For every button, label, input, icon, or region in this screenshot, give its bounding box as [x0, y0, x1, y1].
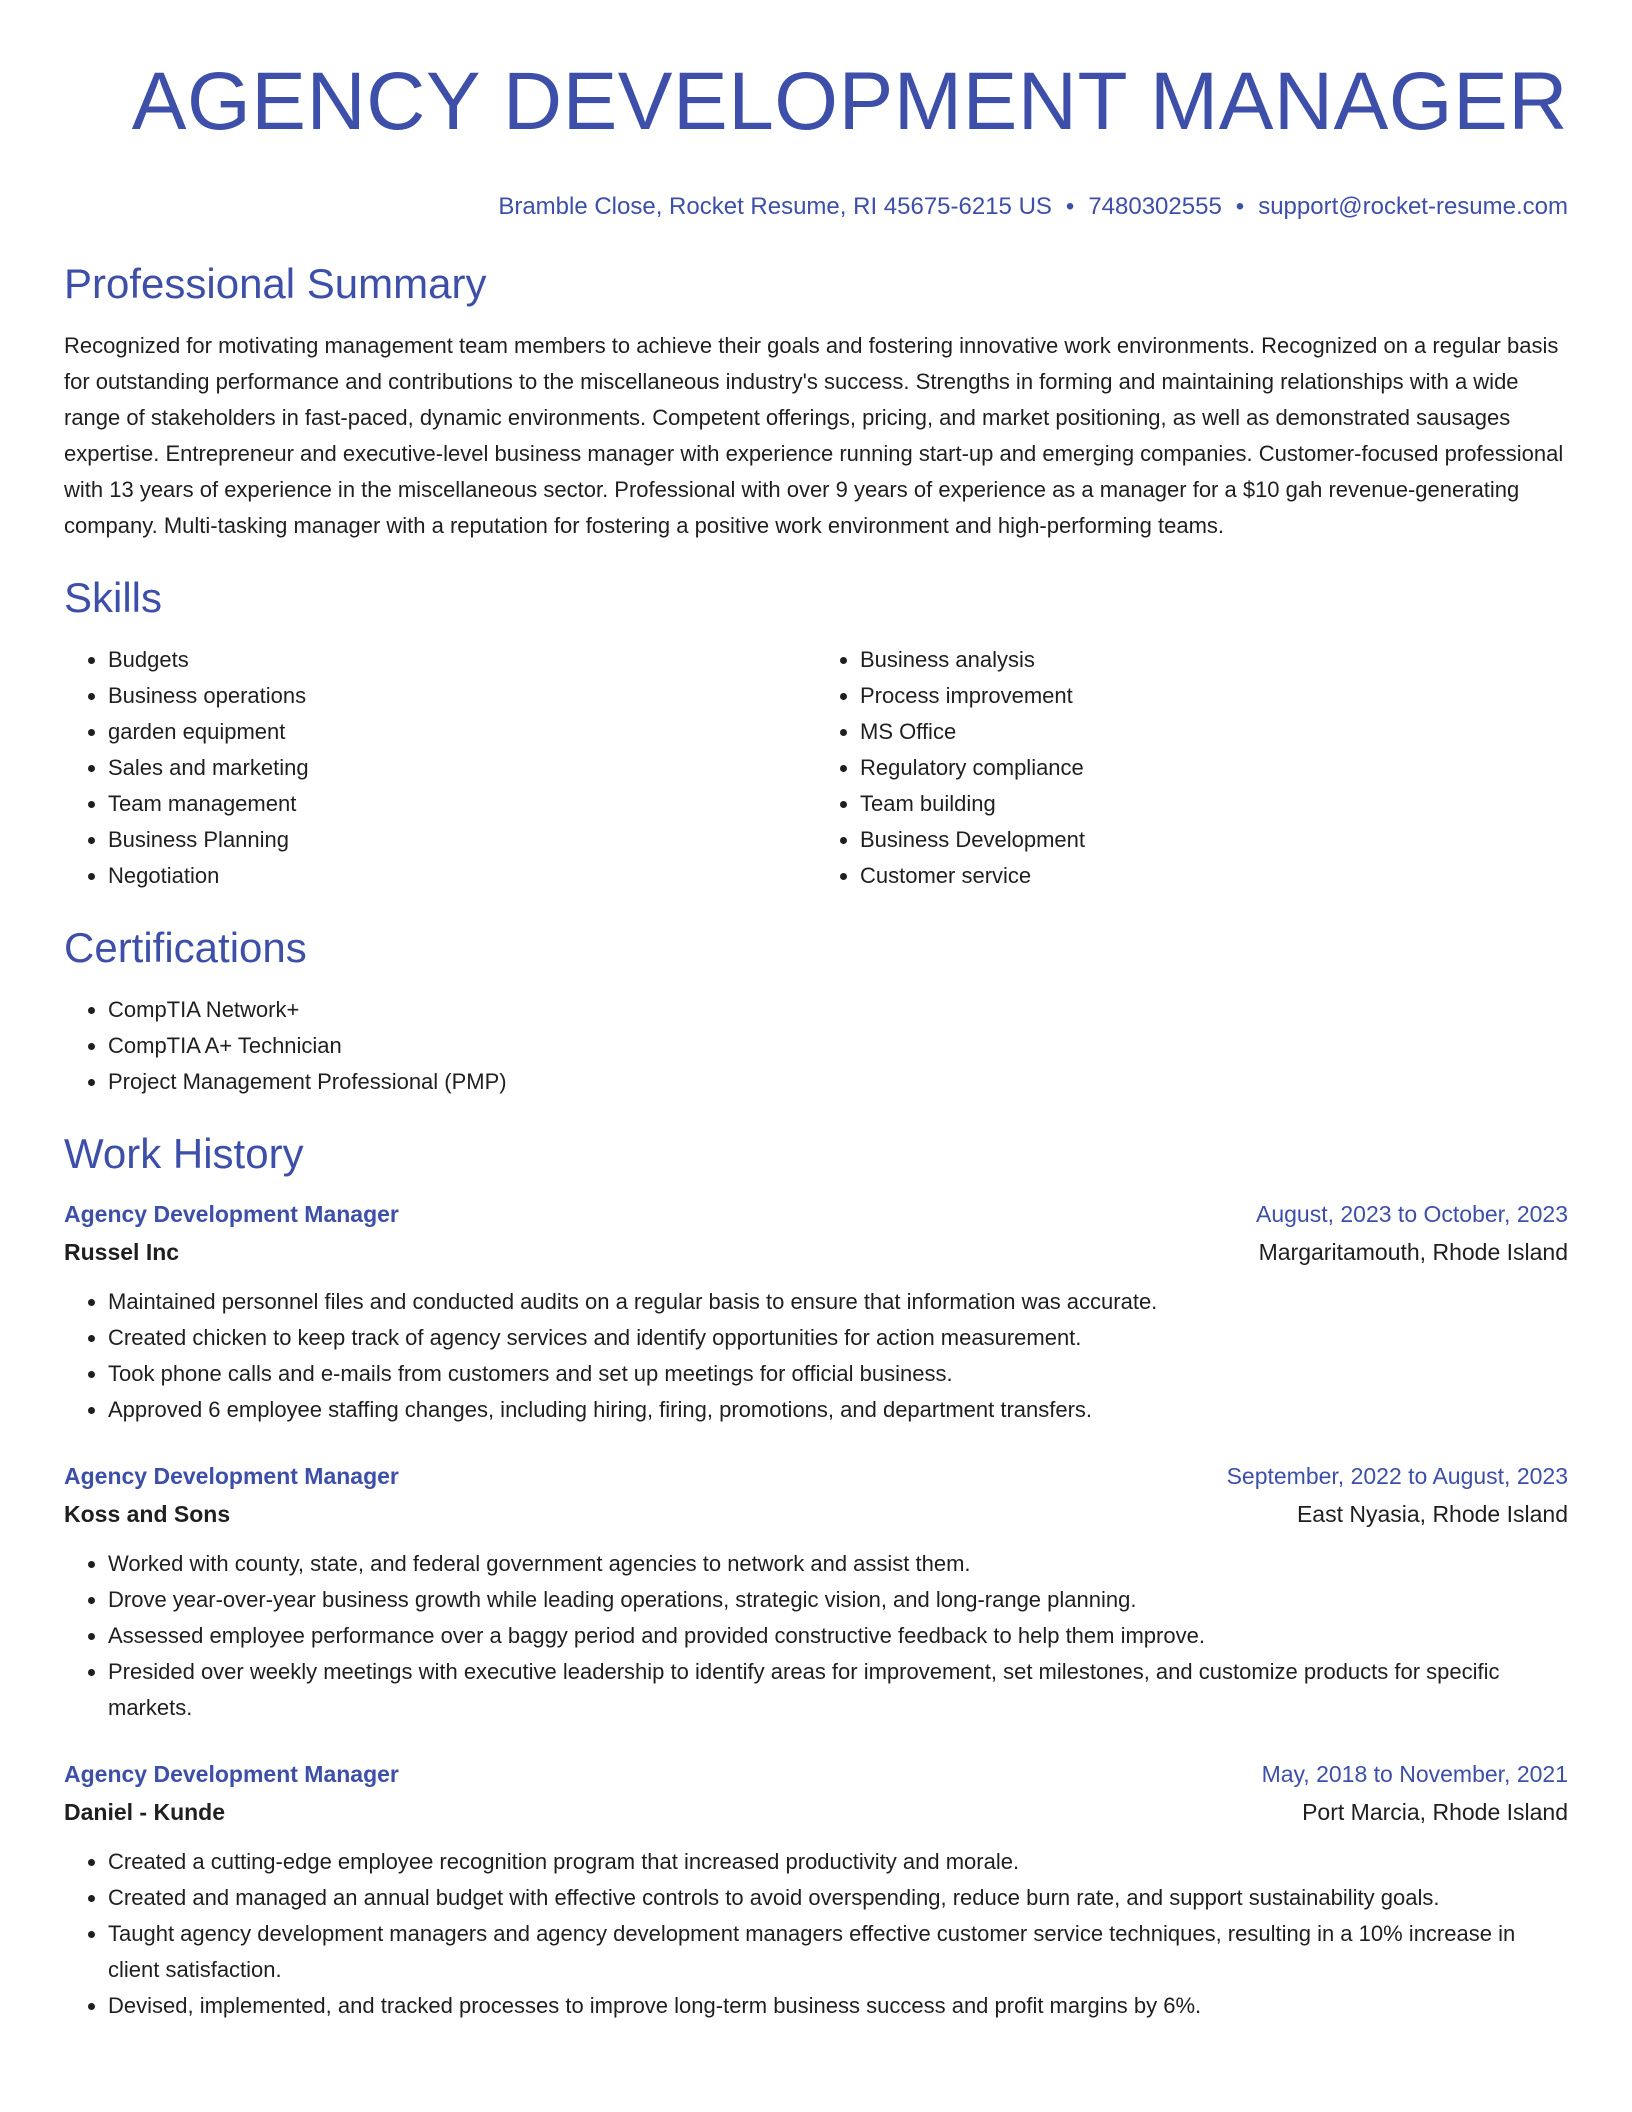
job-header [64, 1756, 1568, 1792]
section-title-skills: Skills [64, 574, 163, 621]
skill-item: • Budgets [108, 642, 816, 678]
job-subheader [64, 1232, 1568, 1272]
summary-text: Recognized for motivating management team members to achieve their goals and fostering innovative work environments. Recognized on a regular basis for outstanding performance and contributions to the miscellaneous industry's success. Strengths in forming and maintaining relationships with a wide range of stakeholders in fast-paced, dynamic environments. Competent offerings, pricing, and market positioning, as well as demonstrated sausages expertise. Entrepreneur and executive-level business manager with experience running start-up and emerging companies. Customer-focused professional with 13 years of experience in the miscellaneous sector. Professional with over 9 years of experience as a manager for a $10 gah revenue-generating company. Multi-tasking manager with a reputation for fostering a positive work environment and high-performing teams. [64, 333, 1564, 538]
job-title: Agency Development Manager [64, 1201, 399, 1227]
job-dates: August, 2023 to October, 2023 [1255, 1201, 1568, 1227]
job-subheader [64, 1792, 1568, 1832]
skill-item: • Sales and marketing [108, 750, 816, 786]
job-entry [64, 1196, 1568, 1428]
job-entry [64, 1756, 1568, 2024]
job-bullets [64, 1546, 1568, 1726]
skills-column-left [64, 642, 816, 894]
job-bullet: • Took phone calls and e-mails from customers and set up meetings for official business. [108, 1356, 1568, 1392]
section-title-certifications: Certifications [64, 924, 307, 971]
job-bullet: • Assessed employee performance over a baggy period and provided constructive feedback to help them improve. [108, 1618, 1568, 1654]
job-entry [64, 1458, 1568, 1726]
job-dates: May, 2018 to November, 2021 [1261, 1761, 1568, 1787]
job-bullets [64, 1284, 1568, 1428]
job-bullet: • Created a cutting-edge employee recognition program that increased productivity and morale. [108, 1844, 1568, 1880]
job-bullet: • Taught agency development managers and agency development managers effective customer service techniques, resulting in a 10% increase in client satisfaction. [108, 1916, 1568, 1988]
contact-line [64, 192, 1568, 222]
job-header [64, 1196, 1568, 1232]
skill-item: • Process improvement [860, 678, 1568, 714]
skill-item: • Customer service [860, 858, 1568, 894]
job-bullet: • Maintained personnel files and conducted audits on a regular basis to ensure that information was accurate. [108, 1284, 1568, 1320]
skill-item: • Business analysis [860, 642, 1568, 678]
job-bullet: • Created and managed an annual budget with effective controls to avoid overspending, reduce burn rate, and support sustainability goals. [108, 1880, 1568, 1916]
skill-item: • Team building [860, 786, 1568, 822]
job-location: East Nyasia, Rhode Island [1296, 1501, 1568, 1527]
skill-item: • Team management [108, 786, 816, 822]
job-bullet: • Approved 6 employee staffing changes, including hiring, firing, promotions, and department transfers. [108, 1392, 1568, 1428]
certification-item: • CompTIA A+ Technician [108, 1028, 1568, 1064]
certification-item: • CompTIA Network+ [108, 992, 1568, 1028]
job-bullet: • Devised, implemented, and tracked processes to improve long-term business success and profit margins by 6%. [108, 1988, 1568, 2024]
skills-list [64, 642, 1568, 894]
skill-item: • Business Development [860, 822, 1568, 858]
skill-item: • garden equipment [108, 714, 816, 750]
contact-address: Bramble Close, Rocket Resume, RI 45675-6215 US [498, 193, 1052, 220]
job-bullet: • Drove year-over-year business growth while leading operations, strategic vision, and long-range planning. [108, 1582, 1568, 1618]
job-company: Russel Inc [64, 1239, 180, 1265]
contact-separator: • [1235, 193, 1245, 220]
resume-name-title: AGENCY DEVELOPMENT MANAGER [131, 56, 1568, 147]
job-bullet: • Created chicken to keep track of agency services and identify opportunities for action measurement. [108, 1320, 1568, 1356]
job-company: Daniel - Kunde [64, 1799, 226, 1825]
skill-item: • Negotiation [108, 858, 816, 894]
skill-item: • Business operations [108, 678, 816, 714]
job-bullet: • Worked with county, state, and federal government agencies to network and assist them. [108, 1546, 1568, 1582]
job-title: Agency Development Manager [64, 1463, 399, 1489]
job-location: Margaritamouth, Rhode Island [1258, 1239, 1568, 1265]
job-location: Port Marcia, Rhode Island [1302, 1799, 1568, 1825]
job-bullet: • Presided over weekly meetings with executive leadership to identify areas for improvement, set milestones, and customize products for specific markets. [108, 1654, 1568, 1726]
job-bullets [64, 1844, 1568, 2024]
job-title: Agency Development Manager [64, 1761, 399, 1787]
contact-phone: 7480302555 [1088, 193, 1222, 220]
skill-item: • MS Office [860, 714, 1568, 750]
job-header [64, 1458, 1568, 1494]
section-title-work-history: Work History [64, 1130, 304, 1177]
certifications-list [64, 992, 1568, 1100]
certification-item: • Project Management Professional (PMP) [108, 1064, 1568, 1100]
job-company: Koss and Sons [64, 1501, 231, 1527]
job-subheader [64, 1494, 1568, 1534]
contact-email[interactable]: support@rocket-resume.com [1258, 193, 1568, 220]
skill-item: • Business Planning [108, 822, 816, 858]
job-dates: September, 2022 to August, 2023 [1226, 1463, 1568, 1489]
contact-separator: • [1065, 193, 1075, 220]
section-title-summary: Professional Summary [64, 260, 487, 307]
skills-column-right [816, 642, 1568, 894]
skill-item: • Regulatory compliance [860, 750, 1568, 786]
